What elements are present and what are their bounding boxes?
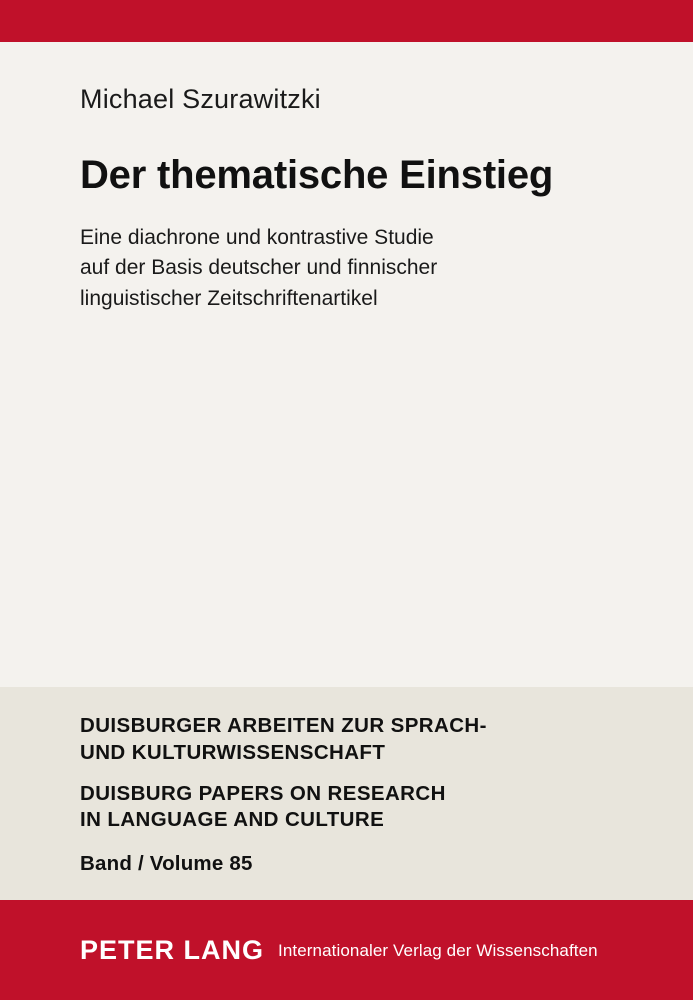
book-title: Der thematische Einstieg [80,153,554,197]
subtitle-line-1: Eine diachrone und kontrastive Studie [80,226,434,249]
subtitle-line-2: auf der Basis deutscher und finnischer [80,256,438,280]
series-band [0,687,693,900]
series-title-english [80,781,621,834]
series-german-line-2: UND KULTURWISSENSCHAFT [80,741,386,765]
top-red-band [0,0,693,42]
subtitle-line-3: linguistischer Zeitschriftenartikel [80,286,378,310]
book-subtitle [80,223,621,314]
publisher-name: PETER LANG [80,934,265,965]
publisher-tagline: Internationaler Verlag der Wissenschaften [278,941,598,960]
series-title-german [80,713,621,766]
publisher-band [0,900,693,1000]
cover-main-area [0,42,693,687]
series-volume: Band / Volume 85 [80,852,253,875]
series-english-line-2: IN LANGUAGE AND CULTURE [80,808,385,832]
series-english-line-1: DUISBURG PAPERS ON RESEARCH [80,781,446,805]
author-name: Michael Szurawitzki [80,84,321,114]
series-german-line-1: DUISBURGER ARBEITEN ZUR SPRACH- [80,714,487,738]
